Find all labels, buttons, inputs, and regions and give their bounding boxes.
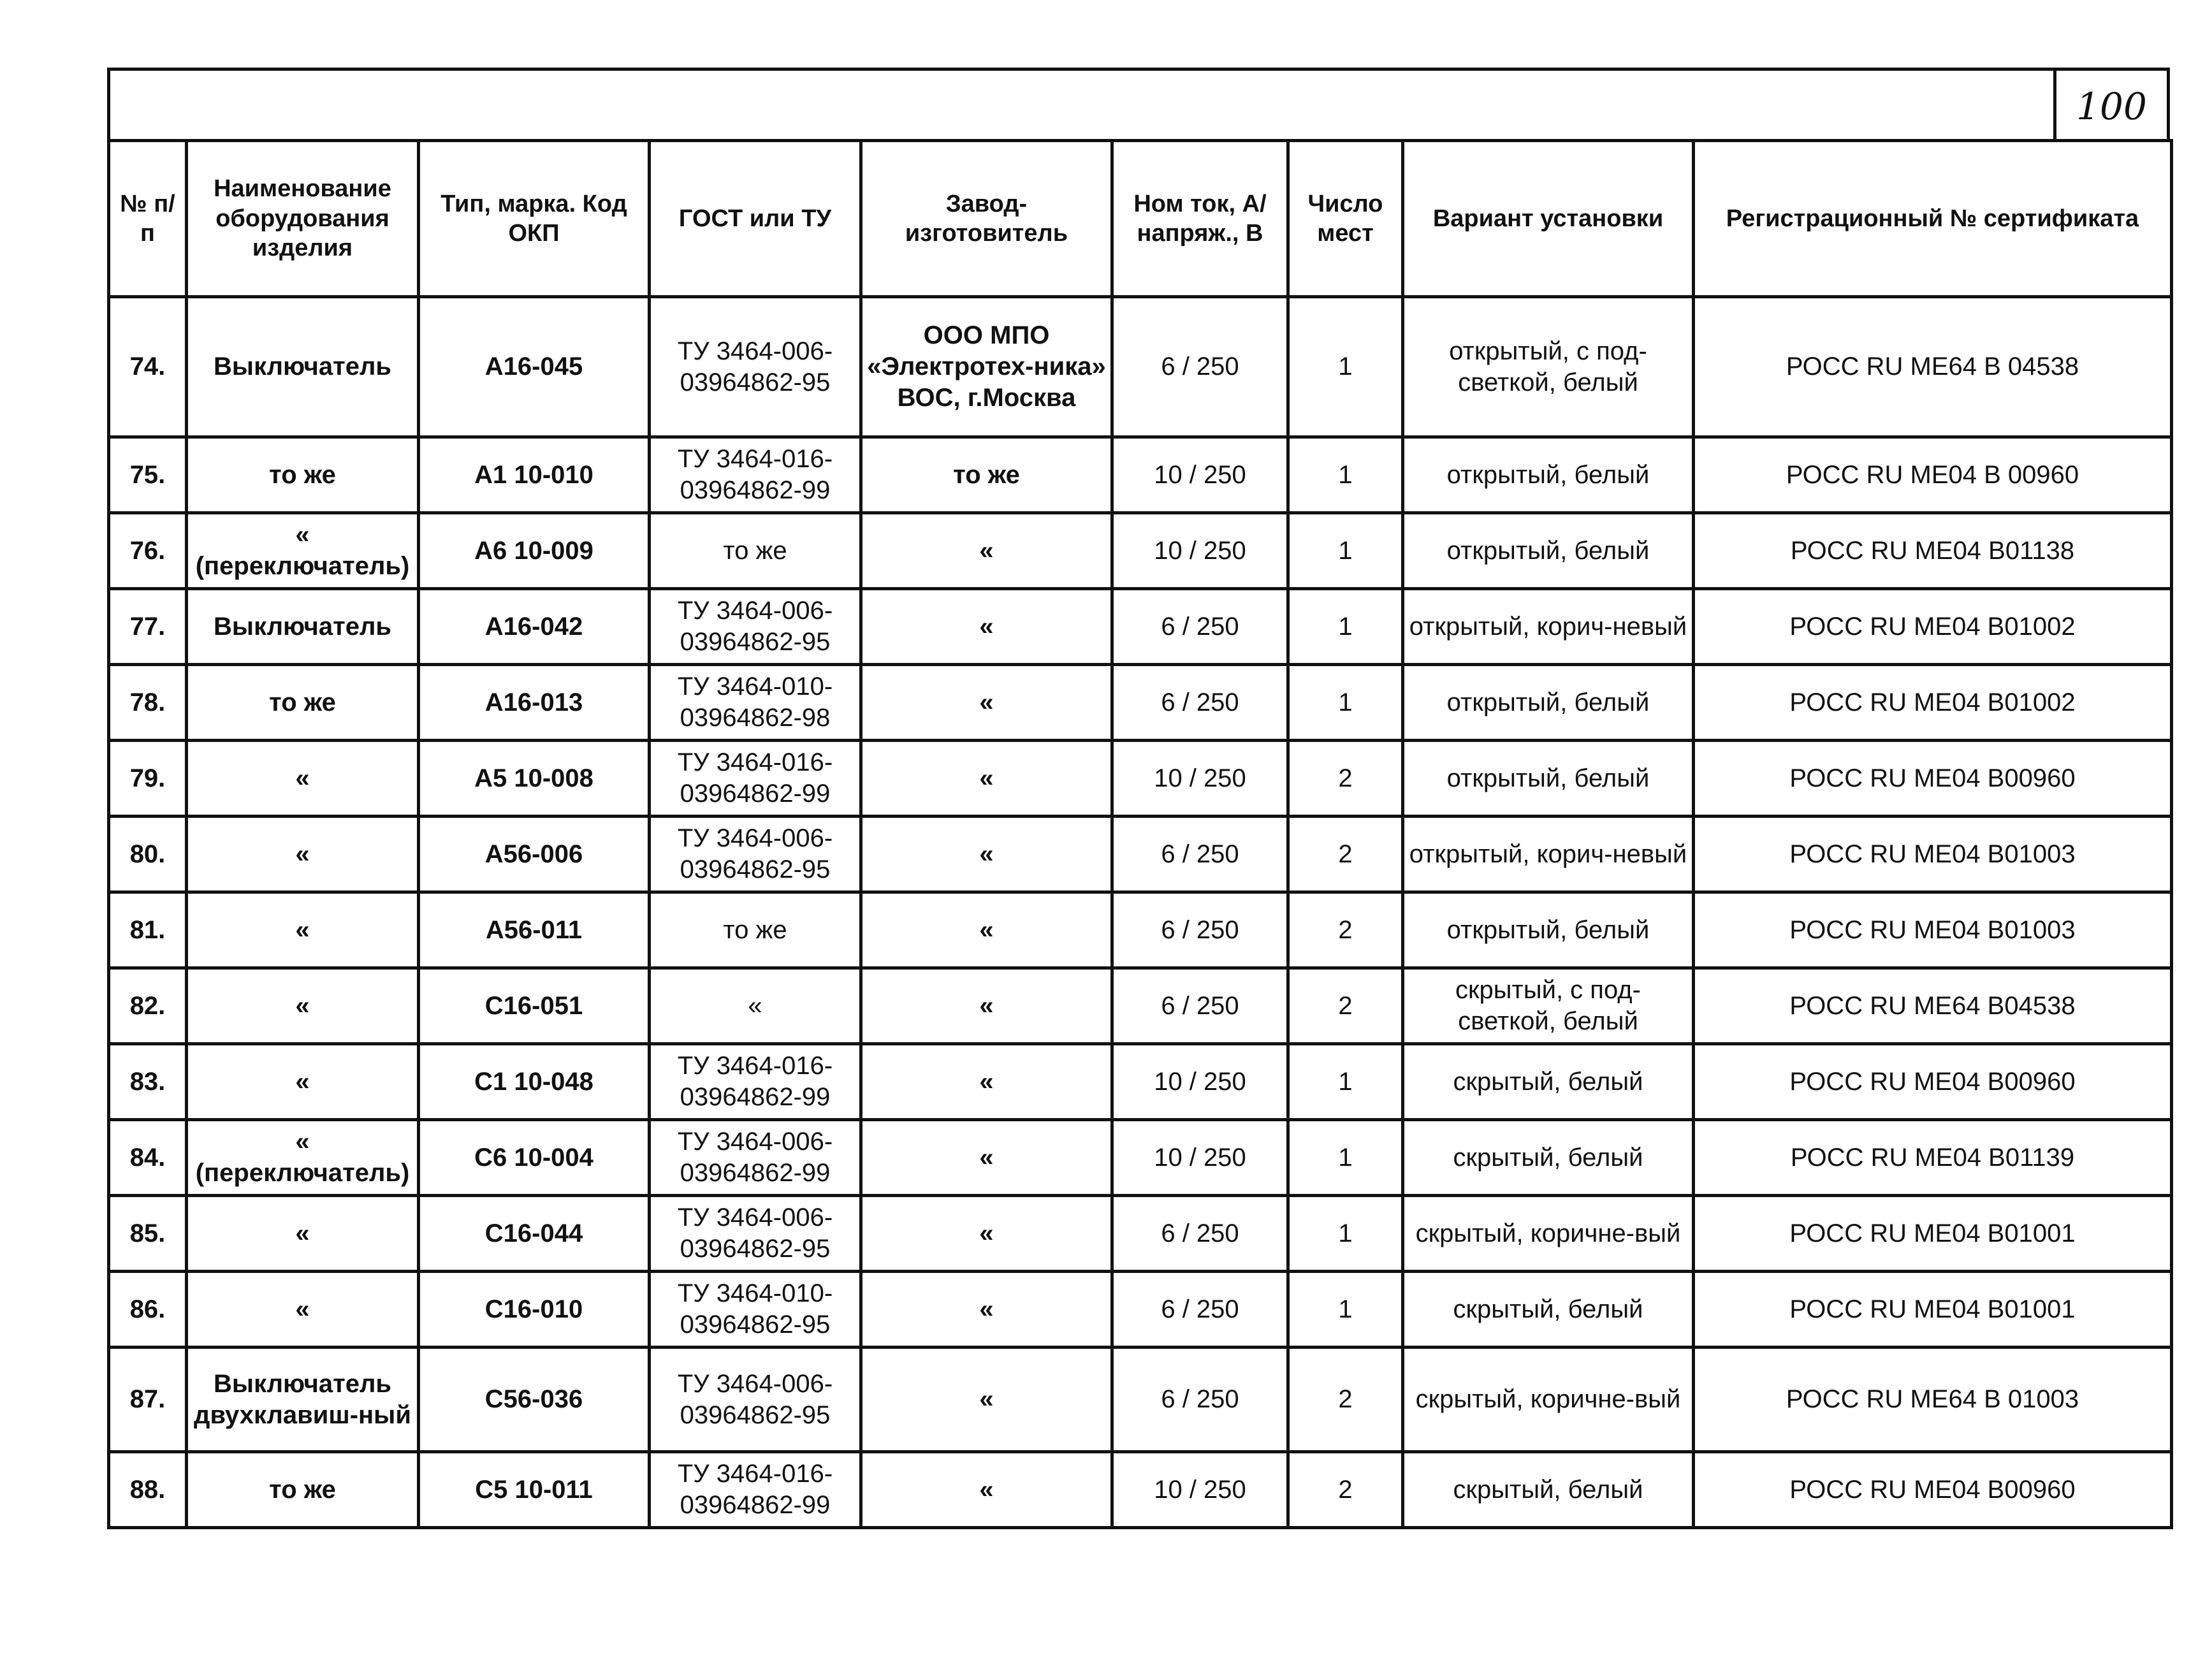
cell-places: 1 [1288,665,1403,741]
cell-install: открытый, белый [1403,892,1694,968]
cell-name: « (переключатель) [187,513,419,589]
cell-manufacturer: « [861,1272,1112,1348]
table-row [109,1272,2172,1348]
cell-gost: ТУ 3464-006-03964862-95 [650,297,861,437]
cell-type: А5 10-008 [419,741,650,817]
cell-gost: то же [650,513,861,589]
cell-current: 6 / 250 [1112,892,1288,968]
cell-manufacturer: ООО МПО «Электротех-ника» ВОС, г.Москва [861,297,1112,437]
cell-gost: ТУ 3464-006-03964862-95 [650,1348,861,1452]
cell-places: 1 [1288,589,1403,665]
table-row [109,1044,2172,1120]
cell-current: 6 / 250 [1112,1348,1288,1452]
cell-manufacturer: « [861,741,1112,817]
cell-places: 1 [1288,297,1403,437]
cell-gost: ТУ 3464-006-03964862-95 [650,817,861,892]
table-row [109,968,2172,1044]
cell-num: 74. [109,297,187,437]
cell-num: 76. [109,513,187,589]
cell-install: скрытый, белый [1403,1120,1694,1196]
cell-manufacturer: « [861,589,1112,665]
cell-install: скрытый, белый [1403,1272,1694,1348]
cell-name: то же [187,1452,419,1528]
cell-certificate: РОСС RU ME04 В01002 [1694,589,2172,665]
cell-manufacturer: « [861,817,1112,892]
cell-manufacturer: « [861,1044,1112,1120]
header-current: Ном ток, А/ напряж., В [1112,141,1288,297]
cell-num: 78. [109,665,187,741]
cell-places: 2 [1288,968,1403,1044]
cell-install: скрытый, с под-светкой, белый [1403,968,1694,1044]
cell-current: 6 / 250 [1112,589,1288,665]
cell-num: 77. [109,589,187,665]
cell-type: С56-036 [419,1348,650,1452]
cell-certificate: РОСС RU ME04 В01003 [1694,892,2172,968]
cell-type: С16-051 [419,968,650,1044]
cell-current: 6 / 250 [1112,1272,1288,1348]
cell-certificate: РОСС RU ME04 В01002 [1694,665,2172,741]
cell-certificate: РОСС RU ME64 В 04538 [1694,297,2172,437]
cell-certificate: РОСС RU ME04 В00960 [1694,1044,2172,1120]
cell-places: 1 [1288,1272,1403,1348]
cell-gost: « [650,968,861,1044]
cell-certificate: РОСС RU ME04 В01138 [1694,513,2172,589]
cell-gost: ТУ 3464-010-03964862-98 [650,665,861,741]
cell-gost: ТУ 3464-006-03964862-95 [650,1196,861,1272]
cell-gost: ТУ 3464-016-03964862-99 [650,1044,861,1120]
cell-install: скрытый, белый [1403,1044,1694,1120]
cell-certificate: РОСС RU ME04 В00960 [1694,741,2172,817]
cell-num: 83. [109,1044,187,1120]
cell-name: « [187,741,419,817]
table-row [109,513,2172,589]
cell-type: А16-042 [419,589,650,665]
cell-num: 79. [109,741,187,817]
cell-install: открытый, корич-невый [1403,817,1694,892]
cell-num: 82. [109,968,187,1044]
cell-gost: ТУ 3464-016-03964862-99 [650,741,861,817]
table-row [109,1348,2172,1452]
cell-num: 87. [109,1348,187,1452]
equipment-certificate-table [107,139,2173,1529]
cell-install: открытый, белый [1403,741,1694,817]
cell-num: 88. [109,1452,187,1528]
cell-manufacturer: « [861,1120,1112,1196]
cell-current: 10 / 250 [1112,513,1288,589]
cell-manufacturer: « [861,968,1112,1044]
cell-places: 2 [1288,892,1403,968]
cell-type: А16-045 [419,297,650,437]
cell-certificate: РОСС RU ME04 В01139 [1694,1120,2172,1196]
cell-install: открытый, корич-невый [1403,589,1694,665]
cell-current: 10 / 250 [1112,1452,1288,1528]
table-row [109,1120,2172,1196]
cell-name: то же [187,665,419,741]
cell-manufacturer: « [861,1196,1112,1272]
cell-num: 80. [109,817,187,892]
cell-name: Выключатель двухклавиш-ный [187,1348,419,1452]
cell-name: « [187,817,419,892]
cell-gost: то же [650,892,861,968]
cell-install: скрытый, коричне-вый [1403,1348,1694,1452]
cell-type: А16-013 [419,665,650,741]
cell-name: Выключатель [187,297,419,437]
cell-gost: ТУ 3464-016-03964862-99 [650,437,861,513]
cell-places: 2 [1288,817,1403,892]
cell-install: скрытый, белый [1403,1452,1694,1528]
cell-places: 2 [1288,741,1403,817]
cell-places: 1 [1288,1120,1403,1196]
table-row [109,437,2172,513]
document-sheet [107,68,2170,1537]
cell-manufacturer: « [861,1452,1112,1528]
cell-type: С6 10-004 [419,1120,650,1196]
cell-certificate: РОСС RU ME04 В01001 [1694,1272,2172,1348]
cell-current: 6 / 250 [1112,1196,1288,1272]
table-row [109,741,2172,817]
page-number: 100 [2053,71,2167,142]
table-row [109,817,2172,892]
cell-type: А1 10-010 [419,437,650,513]
cell-certificate: РОСС RU ME64 В 01003 [1694,1348,2172,1452]
cell-gost: ТУ 3464-010-03964862-95 [650,1272,861,1348]
header-gost: ГОСТ или ТУ [650,141,861,297]
cell-gost: ТУ 3464-006-03964862-95 [650,589,861,665]
cell-name: « [187,1272,419,1348]
cell-places: 2 [1288,1348,1403,1452]
cell-current: 6 / 250 [1112,665,1288,741]
cell-current: 10 / 250 [1112,741,1288,817]
header-type: Тип, марка. Код ОКП [419,141,650,297]
cell-install: скрытый, коричне-вый [1403,1196,1694,1272]
cell-install: открытый, белый [1403,437,1694,513]
cell-places: 2 [1288,1452,1403,1528]
cell-install: открытый, с под-светкой, белый [1403,297,1694,437]
cell-install: открытый, белый [1403,665,1694,741]
cell-name: Выключатель [187,589,419,665]
header-install: Вариант установки [1403,141,1694,297]
cell-num: 81. [109,892,187,968]
cell-manufacturer: то же [861,437,1112,513]
cell-certificate: РОСС RU ME04 В00960 [1694,1452,2172,1528]
cell-type: С16-044 [419,1196,650,1272]
cell-type: С1 10-048 [419,1044,650,1120]
cell-current: 10 / 250 [1112,1044,1288,1120]
cell-current: 10 / 250 [1112,437,1288,513]
cell-manufacturer: « [861,892,1112,968]
cell-manufacturer: « [861,1348,1112,1452]
cell-num: 85. [109,1196,187,1272]
cell-manufacturer: « [861,513,1112,589]
cell-name: « [187,892,419,968]
cell-gost: ТУ 3464-016-03964862-99 [650,1452,861,1528]
cell-type: С16-010 [419,1272,650,1348]
header-num: № п/п [109,141,187,297]
cell-current: 6 / 250 [1112,968,1288,1044]
header-manufacturer: Завод-изготовитель [861,141,1112,297]
page-header-frame [107,68,2170,139]
table-row [109,1196,2172,1272]
table-row [109,892,2172,968]
cell-name: « (переключатель) [187,1120,419,1196]
cell-places: 1 [1288,513,1403,589]
cell-places: 1 [1288,1196,1403,1272]
cell-gost: ТУ 3464-006-03964862-99 [650,1120,861,1196]
cell-manufacturer: « [861,665,1112,741]
cell-current: 6 / 250 [1112,817,1288,892]
cell-current: 6 / 250 [1112,297,1288,437]
table-body [109,297,2172,1528]
cell-name: « [187,968,419,1044]
table-row [109,589,2172,665]
cell-certificate: РОСС RU ME04 В01003 [1694,817,2172,892]
cell-current: 10 / 250 [1112,1120,1288,1196]
header-certificate: Регистрационный № сертификата [1694,141,2172,297]
cell-type: А6 10-009 [419,513,650,589]
cell-type: А56-011 [419,892,650,968]
table-row [109,297,2172,437]
cell-num: 75. [109,437,187,513]
cell-type: С5 10-011 [419,1452,650,1528]
table-row [109,665,2172,741]
header-places: Число мест [1288,141,1403,297]
cell-certificate: РОСС RU ME04 В 00960 [1694,437,2172,513]
cell-places: 1 [1288,437,1403,513]
cell-type: А56-006 [419,817,650,892]
cell-num: 86. [109,1272,187,1348]
cell-install: открытый, белый [1403,513,1694,589]
cell-name: « [187,1044,419,1120]
cell-places: 1 [1288,1044,1403,1120]
cell-name: то же [187,437,419,513]
table-header-row [109,141,2172,297]
table-row [109,1452,2172,1528]
cell-certificate: РОСС RU ME04 В01001 [1694,1196,2172,1272]
cell-name: « [187,1196,419,1272]
header-name: Наименование оборудования изделия [187,141,419,297]
cell-num: 84. [109,1120,187,1196]
cell-certificate: РОСС RU ME64 В04538 [1694,968,2172,1044]
